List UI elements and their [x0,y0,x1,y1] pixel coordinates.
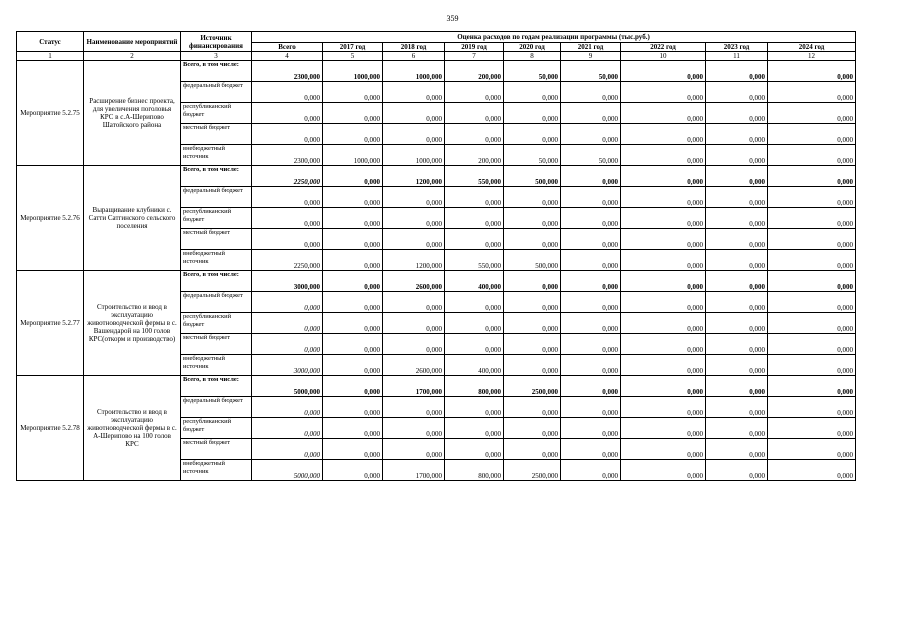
value-cell: 0,000 [768,124,856,145]
value-cell: 0,000 [383,439,445,460]
value-cell: 0,000 [504,418,561,439]
value-cell: 0,000 [706,145,768,166]
value-cell: 0,000 [504,355,561,376]
value-cell: 1700,000 [383,460,445,481]
funding-source-cell: республиканский бюджет [181,313,252,334]
value-cell: 0,000 [706,82,768,103]
value-cell: 0,000 [323,271,383,292]
value-cell: 0,000 [445,418,504,439]
value-cell: 0,000 [323,229,383,250]
value-cell: 0,000 [504,313,561,334]
value-cell: 2500,000 [504,376,561,397]
table-row [17,166,856,187]
value-cell: 0,000 [323,250,383,271]
value-cell: 0,000 [561,250,621,271]
value-cell: 0,000 [445,397,504,418]
value-cell: 400,000 [445,271,504,292]
table-row [17,271,856,292]
value-cell: 0,000 [504,208,561,229]
value-cell: 0,000 [383,313,445,334]
value-cell: 0,000 [383,229,445,250]
header-col-3: 2019 год [445,43,504,52]
value-cell: 0,000 [621,124,706,145]
value-cell: 0,000 [621,166,706,187]
value-cell: 1200,000 [383,166,445,187]
value-cell: 0,000 [768,397,856,418]
funding-source-cell: местный бюджет [181,334,252,355]
value-cell: 0,000 [383,334,445,355]
value-cell: 0,000 [706,124,768,145]
value-cell: 3000,000 [252,355,323,376]
value-cell: 0,000 [252,334,323,355]
value-cell: 0,000 [768,460,856,481]
value-cell: 0,000 [621,208,706,229]
value-cell: 1000,000 [383,145,445,166]
value-cell: 0,000 [768,292,856,313]
funding-source-cell: республиканский бюджет [181,208,252,229]
value-cell: 0,000 [621,103,706,124]
header-col-0: Всего [252,43,323,52]
table-row [17,61,856,82]
funding-source-cell: Всего, в том числе: [181,61,252,82]
value-cell: 0,000 [323,166,383,187]
value-cell: 50,000 [504,61,561,82]
status-cell: Мероприятие 5.2.76 [17,166,84,271]
value-cell: 1000,000 [323,61,383,82]
value-cell: 0,000 [445,313,504,334]
value-cell: 0,000 [706,397,768,418]
value-cell: 0,000 [561,82,621,103]
value-cell: 0,000 [561,439,621,460]
value-cell: 0,000 [706,376,768,397]
value-cell: 50,000 [561,61,621,82]
value-cell: 0,000 [768,313,856,334]
value-cell: 0,000 [768,187,856,208]
value-cell: 0,000 [445,103,504,124]
budget-table [16,31,856,481]
value-cell: 0,000 [504,103,561,124]
value-cell: 0,000 [252,229,323,250]
value-cell: 0,000 [621,334,706,355]
value-cell: 0,000 [706,271,768,292]
header-col-7: 2023 год [706,43,768,52]
value-cell: 0,000 [706,460,768,481]
value-cell: 2250,000 [252,166,323,187]
value-cell: 0,000 [504,271,561,292]
value-cell: 0,000 [445,208,504,229]
value-cell: 0,000 [445,187,504,208]
value-cell: 0,000 [383,124,445,145]
value-cell: 0,000 [383,397,445,418]
value-cell: 0,000 [323,376,383,397]
value-cell: 0,000 [504,334,561,355]
value-cell: 0,000 [323,103,383,124]
value-cell: 0,000 [768,61,856,82]
value-cell: 0,000 [504,439,561,460]
value-cell: 5000,000 [252,376,323,397]
column-number-5: 5 [323,52,383,61]
header-name: Наименование мероприятий [84,32,181,52]
funding-source-cell: федеральный бюджет [181,82,252,103]
header-col-6: 2022 год [621,43,706,52]
value-cell: 0,000 [252,103,323,124]
value-cell: 550,000 [445,250,504,271]
funding-source-cell: местный бюджет [181,439,252,460]
funding-source-cell: внебюджетный источник [181,250,252,271]
value-cell: 0,000 [706,439,768,460]
measure-name-cell: Строительство и ввод в эксплуатацию животноводческой фермы в с. А-Шерипово на 100 голов КРС [84,376,181,481]
value-cell: 0,000 [252,187,323,208]
value-cell: 0,000 [445,229,504,250]
column-number-2: 2 [84,52,181,61]
funding-source-cell: Всего, в том числе: [181,376,252,397]
value-cell: 0,000 [561,229,621,250]
value-cell: 0,000 [561,355,621,376]
value-cell: 2250,000 [252,250,323,271]
value-cell: 0,000 [252,82,323,103]
column-number-3: 3 [181,52,252,61]
status-cell: Мероприятие 5.2.75 [17,61,84,166]
funding-source-cell: республиканский бюджет [181,103,252,124]
value-cell: 2600,000 [383,355,445,376]
value-cell: 0,000 [706,250,768,271]
value-cell: 0,000 [768,145,856,166]
value-cell: 0,000 [561,166,621,187]
value-cell: 0,000 [323,313,383,334]
value-cell: 0,000 [706,355,768,376]
value-cell: 0,000 [323,439,383,460]
value-cell: 200,000 [445,61,504,82]
value-cell: 0,000 [252,397,323,418]
value-cell: 0,000 [621,229,706,250]
funding-source-cell: Всего, в том числе: [181,271,252,292]
value-cell: 0,000 [621,460,706,481]
value-cell: 0,000 [323,334,383,355]
page-number: 359 [446,14,459,23]
value-cell: 500,000 [504,166,561,187]
funding-source-cell: Всего, в том числе: [181,166,252,187]
column-number-7: 7 [445,52,504,61]
funding-source-cell: федеральный бюджет [181,292,252,313]
header-source: Источник финансирования [181,32,252,52]
value-cell: 0,000 [383,418,445,439]
value-cell: 0,000 [323,460,383,481]
value-cell: 0,000 [706,229,768,250]
value-cell: 5000,000 [252,460,323,481]
value-cell: 0,000 [504,397,561,418]
value-cell: 0,000 [504,229,561,250]
value-cell: 0,000 [561,313,621,334]
value-cell: 0,000 [621,397,706,418]
status-cell: Мероприятие 5.2.78 [17,376,84,481]
header-col-8: 2024 год [768,43,856,52]
value-cell: 50,000 [504,145,561,166]
value-cell: 0,000 [621,439,706,460]
value-cell: 0,000 [323,82,383,103]
value-cell: 550,000 [445,166,504,187]
value-cell: 0,000 [768,271,856,292]
value-cell: 0,000 [768,103,856,124]
value-cell: 1000,000 [323,145,383,166]
value-cell: 0,000 [706,103,768,124]
value-cell: 0,000 [252,313,323,334]
value-cell: 0,000 [445,439,504,460]
status-cell: Мероприятие 5.2.77 [17,271,84,376]
value-cell: 0,000 [621,292,706,313]
value-cell: 0,000 [621,355,706,376]
value-cell: 0,000 [561,397,621,418]
value-cell: 0,000 [706,61,768,82]
value-cell: 0,000 [504,82,561,103]
value-cell: 1200,000 [383,250,445,271]
value-cell: 0,000 [504,292,561,313]
value-cell: 0,000 [768,439,856,460]
value-cell: 0,000 [504,124,561,145]
value-cell: 0,000 [383,103,445,124]
value-cell: 0,000 [768,418,856,439]
value-cell: 0,000 [706,166,768,187]
column-number-9: 9 [561,52,621,61]
value-cell: 0,000 [383,82,445,103]
value-cell: 3000,000 [252,271,323,292]
value-cell: 0,000 [323,124,383,145]
value-cell: 0,000 [323,208,383,229]
value-cell: 0,000 [383,292,445,313]
value-cell: 0,000 [706,292,768,313]
value-cell: 0,000 [621,145,706,166]
value-cell: 0,000 [383,208,445,229]
value-cell: 0,000 [706,334,768,355]
value-cell: 0,000 [504,187,561,208]
value-cell: 0,000 [706,418,768,439]
header-col-4: 2020 год [504,43,561,52]
value-cell: 0,000 [561,208,621,229]
column-number-8: 8 [504,52,561,61]
value-cell: 800,000 [445,376,504,397]
value-cell: 0,000 [621,61,706,82]
value-cell: 0,000 [561,103,621,124]
funding-source-cell: республиканский бюджет [181,418,252,439]
value-cell: 0,000 [561,271,621,292]
column-number-1: 1 [17,52,84,61]
funding-source-cell: внебюджетный источник [181,355,252,376]
value-cell: 0,000 [561,124,621,145]
value-cell: 2500,000 [504,460,561,481]
column-number-12: 12 [768,52,856,61]
header-col-1: 2017 год [323,43,383,52]
value-cell: 200,000 [445,145,504,166]
value-cell: 0,000 [561,292,621,313]
value-cell: 0,000 [323,292,383,313]
value-cell: 0,000 [621,187,706,208]
value-cell: 0,000 [561,187,621,208]
value-cell: 0,000 [768,250,856,271]
value-cell: 2300,000 [252,61,323,82]
value-cell: 0,000 [252,124,323,145]
value-cell: 0,000 [768,82,856,103]
value-cell: 0,000 [561,418,621,439]
funding-source-cell: внебюджетный источник [181,460,252,481]
value-cell: 0,000 [621,313,706,334]
value-cell: 500,000 [504,250,561,271]
value-cell: 0,000 [706,208,768,229]
value-cell: 0,000 [621,82,706,103]
column-number-11: 11 [706,52,768,61]
header-cost-group: Оценка расходов по годам реализации программы (тыс.руб.) [252,32,856,43]
measure-name-cell: Строительство и ввод в эксплуатацию животноводческой фермы в с. Вашендарой на 100 голов КРС(откорм и производство) [84,271,181,376]
value-cell: 0,000 [252,208,323,229]
table-row [17,376,856,397]
value-cell: 0,000 [621,376,706,397]
value-cell: 0,000 [323,418,383,439]
value-cell: 50,000 [561,145,621,166]
value-cell: 1700,000 [383,376,445,397]
value-cell: 0,000 [768,166,856,187]
value-cell: 0,000 [621,250,706,271]
value-cell: 0,000 [768,355,856,376]
funding-source-cell: внебюджетный источник [181,145,252,166]
value-cell: 0,000 [706,313,768,334]
value-cell: 0,000 [768,376,856,397]
value-cell: 0,000 [768,229,856,250]
funding-source-cell: местный бюджет [181,229,252,250]
value-cell: 0,000 [561,376,621,397]
value-cell: 0,000 [621,271,706,292]
value-cell: 0,000 [706,187,768,208]
value-cell: 0,000 [252,439,323,460]
value-cell: 0,000 [445,82,504,103]
value-cell: 800,000 [445,460,504,481]
value-cell: 0,000 [621,418,706,439]
value-cell: 0,000 [768,334,856,355]
funding-source-cell: федеральный бюджет [181,397,252,418]
header-col-2: 2018 год [383,43,445,52]
header-col-5: 2021 год [561,43,621,52]
value-cell: 1000,000 [383,61,445,82]
column-number-10: 10 [621,52,706,61]
value-cell: 2300,000 [252,145,323,166]
value-cell: 0,000 [252,418,323,439]
value-cell: 0,000 [323,355,383,376]
funding-source-cell: федеральный бюджет [181,187,252,208]
value-cell: 0,000 [445,124,504,145]
value-cell: 0,000 [768,208,856,229]
column-number-6: 6 [383,52,445,61]
funding-source-cell: местный бюджет [181,124,252,145]
value-cell: 0,000 [323,187,383,208]
value-cell: 0,000 [445,334,504,355]
value-cell: 0,000 [561,460,621,481]
value-cell: 0,000 [383,187,445,208]
column-number-4: 4 [252,52,323,61]
measure-name-cell: Выращивание клубники с. Сатти Сатгинского сельского поселения [84,166,181,271]
value-cell: 0,000 [561,334,621,355]
value-cell: 0,000 [252,292,323,313]
value-cell: 0,000 [445,292,504,313]
header-status: Статус [17,32,84,52]
value-cell: 2600,000 [383,271,445,292]
value-cell: 400,000 [445,355,504,376]
value-cell: 0,000 [323,397,383,418]
measure-name-cell: Расширение бизнес проекта, для увеличения поголовья КРС в с.А-Шерипово Шатойского района [84,61,181,166]
